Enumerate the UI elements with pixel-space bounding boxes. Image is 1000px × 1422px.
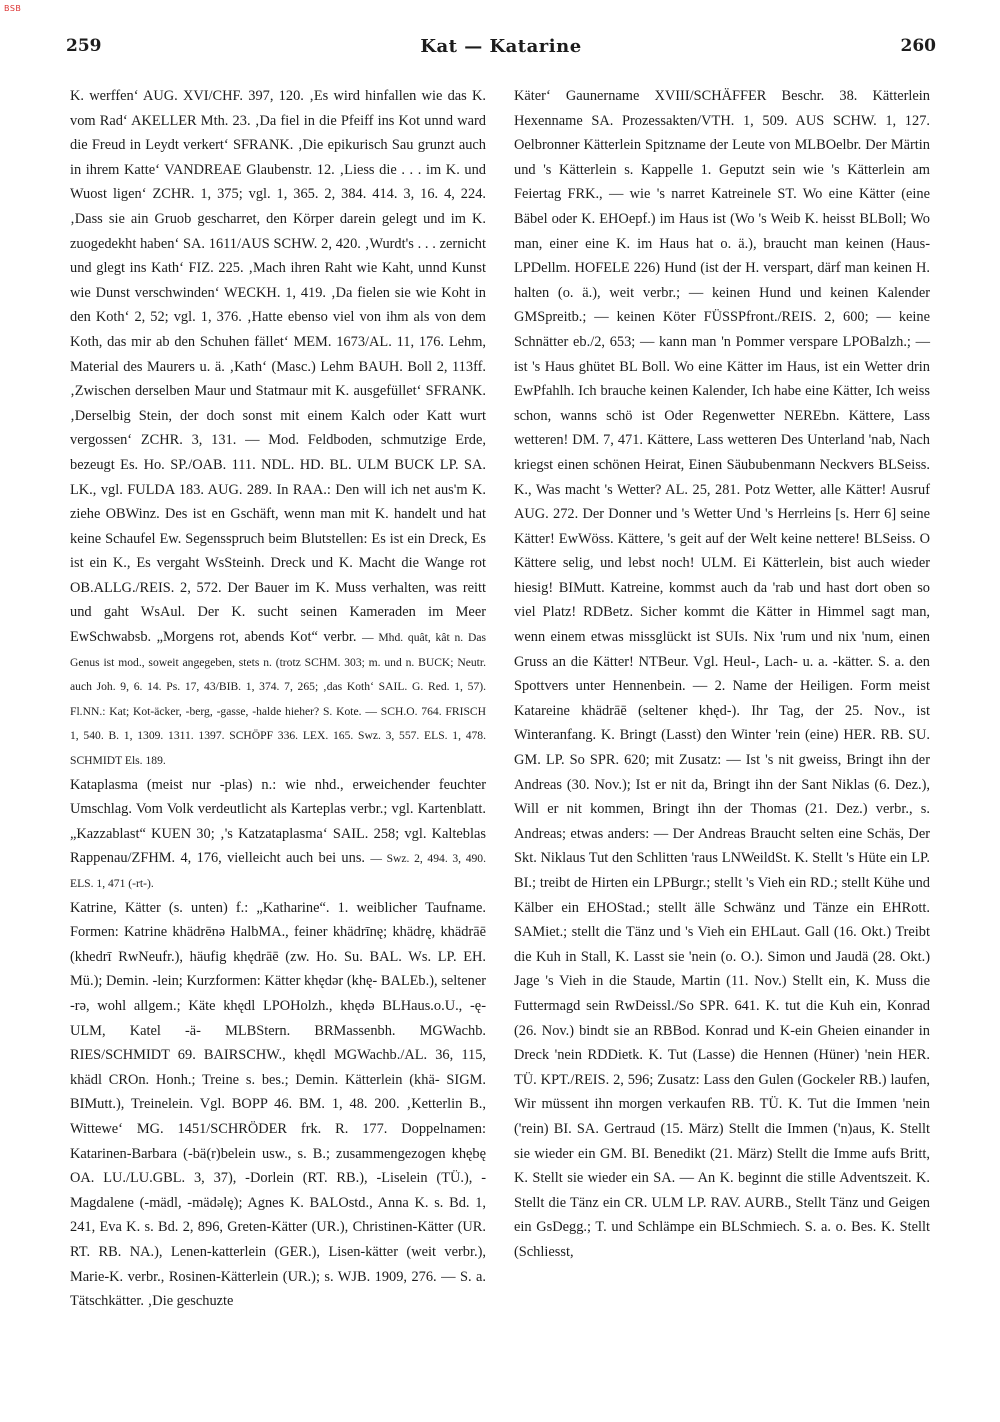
page-number-left: 259 <box>66 36 102 56</box>
left-column <box>70 84 486 1314</box>
page-number-right: 260 <box>900 36 936 56</box>
scan-stamp: BSB <box>4 4 22 13</box>
entry-katrine-continuation: Käter‘ Gaunername XVIII/SCHÄFFER Beschr. 38. Kätterlein Hexenname SA. Prozessakten/VTH. 1, 509. AUS SCHW. 1, 127. Oelbronner Kätterlein Spitzname der Leute von MLBOelbr. Der Märtin und 's Kätterlein s. Kappelle 1. Geputzt sein wie 's Kätterlein am Feiertag FRK., — wie 's narret Katreinele ST. Wo eine Kätter (eine Bäbel oder K. EHOepf.) im Haus ist (Wo 's Weib K. heisst BLBoll; Wo man, einer eine K. im Haus hat o. ä.), braucht man keinen (Haus- LPDellm. HOFELE 226) Hund (ist der H. verspart, därf man keinen H. halten (o. ä.), weit verbr.; — keinen Hund und keinen Kalender GMSpreitb.; — keinen Köter FÜSSPfront./REIS. 2, 600; — keine Schnätter eb./2, 653; — kann man 'n Pommer verspare LPOBalzh.; — ist 's Haus ghütet BL Boll. Wo eine Kätter im Haus, ist ein Wetter drin EwPfahlh. Ich brauche keinen Kalender, Ich habe eine Kätter, Ich weiss schon, wanns schö ist Oder Regenwetter NEREbn. Kättere, Lass wetteren! DM. 7, 471. Kättere, Lass wetteren Des Unterland 'nab, Nach kriegst einen schönen Heirat, Einen Säububenmann Neckvers BLSeiss. K., Was macht 's Wetter? AL. 25, 281. Potz Wetter, alle Kätter! Ausruf AUG. 272. Der Donner und 's Wetter Und 's Herrleins [s. Herr 6] seine Kätter! EwWöss. Kättere, 's geit auf der Welt keine nettere! BLSeiss. O Kättere selig, und lebst noch! ULM. Ei Kätterlein, bist auch wieder hiesig! BIMutt. Katreine, kommst auch da 'rab und hast dort oben so viel Platz! RDBetz. Sicher kommt die Kätter in Himmel sagt man, wenn einem etwas missglückt ist SUIs. Nix 'rum und nix 'num, einen Gruss an die Kätter! NTBeur. Vgl. Heul-, Lach- u. a. -kätter. S. a. den Spottvers unter Hennenbein. — 2. Name der Heiligen. Form meist Katareine khädrāē (seltener khęd-). Ihr Tag, der 25. Nov., ist Winteranfang. K. Bringt (Lasst) den Winter 'rein (eine) HER. RB. SU. GM. LP. So SPR. 620; mit Zusatz: — Ist 's nit gweiss, Bringt ihn der Andreas (30. Nov.); Ist er nit da, Bringt ihn der Sant Niklas (6. Dez.), Will er nit kommen, Bringt ihn der Thomas (21. Dez.) verbr., s. Andreas; etwas anders: — Der Andreas Braucht selten eine Schäs, Der Skt. Niklaus Tut den Schlitten 'raus LNWeildSt. K. Stellt 's Hüte ein LP. BI.; treibt de Hirten ein LPBurgr.; stellt 's Vieh ein RD.; stellt Kühe und Kälber ein EHOStad.; stellt älle Schwänz und Tänze ein EHRott. SAMiet.; stellt die Tänz und 's Vieh ein EHLaut. Gall (16. Okt.) Treibt die Kuh in Stall, K. Lasst sie 'nein (o. O.). Simon und Jaudä (28. Okt.) Jage 's Vieh in die Staude, Martin (11. Nov.) Stellt ein, K. Muss die Futtermagd sein RwDeissl./So SPR. 641. K. tut die Kuh ein, Konrad (26. Nov.) bindt sie an RBBod. Konrad und K-ein Gheien einander in Dreck 'nein RDDietk. K. Tut (Lasse) die Hennen (Hüner) 'nein HER. TÜ. KPT./REIS. 2, 596; Zusatz: Lass den Gulen (Gockeler RB.) laufen, Wir müssent ihn morgen verkaufen RB. TÜ. K. Tut die Immen 'nein ('rein) BI. SA. Gertraud (15. März) Stellt die Immen ('n)aus, K. Stellt sie wieder ein GM. BI. Benedikt (21. März) Stellt die Imme aufs Britt, K. Stellt sie wieder ein SA. — An K. beginnt die stille Adventszeit. K. Stellt die Tänz ein CR. ULM LP. RAV. AURB., Stellt Tänz und Geigen ein GsDegg.; T. und Schlämpe ein BLSchmiech. S. a. o. Bes. K. Stellt (Schliesst, <box>514 88 930 1260</box>
page-header <box>66 36 936 62</box>
entry-katrine: Katrine, Kätter (s. unten) f.: „Katharine“. 1. weiblicher Taufname. Formen: Katrine khädrēnə HalbMA., feiner khädrīnę; khädrę, khädrāē (khedrī RwNeufr.), häufig khędrāē (zw. Ho. Su. BAL. Ws. LP. EH. Mü.); Demin. -lein; Kurzformen: Kätter khędər (khę- BALEb.), seltener -rə, wohl allgem.; Käte khędl LPOHolzh., khędə BLHaus.o.U., -ę- ULM, Katel -ä- MLBStern. BRMassenbh. MGWachb. RIES/SCHMIDT 69. BAIRSCHW., khędl MGWachb./AL. 36, 115, khädl CROn. Honh.; Treine s. bes.; Demin. Kätterlein (khä- SIGM. BIMutt.), Treinelein. Vgl. BOPP 46. BM. 1, 48. 200. ‚Ketterlin B., Wittewe‘ MG. 1451/SCHRÖDER frk. R. 177. Doppelnamen: Katarinen-Barbara (-bä(r)belein usw., s. B.; zusammengezogen khębę OA. LU./LU.GBL. 3, 37), -Dorlein (RT. RB.), -Liselein (TÜ.), -Magdalene (-mädl, -mädəlę); Agnes K. BALOstd., Anna K. s. Bd. 1, 241, Eva K. s. Bd. 2, 896, Greten-Kätter (UR.), Christinen-Kätter (UR. RT. RB. NA.), Lenen-katterlein (GER.), Lisen-kätter (weit verbr.), Marie-K. verbr., Rosinen-Kätterlein (UR.); s. WJB. 1909, 276. — S. a. Tätschkätter. ‚Die geschuzte <box>70 899 486 1310</box>
entry-kat-continuation: K. werffen‘ AUG. XVI/CHF. 397, 120. ‚Es wird hinfallen wie das K. vom Rad‘ AKELLER Mth. 23. ‚Da fiel in die Pfeiff ins Kot unnd ward die Freud in Leydt verkert‘ SFRANK. ‚Die epikurisch Sau grunzt auch in ihrem Katte‘ VANDREAE Glaubenstr. 12. ‚Liess die . . . im K. und Wuost ligen‘ ZCHR. 1, 375; vgl. 1, 365. 2, 384. 414. 3, 16. 4, 224. ‚Dass sie ain Gruob gescharret, den Körper darein gelegt und im K. zuogedekht haben‘ SA. 1611/AUS SCHW. 2, 420. ‚Wurdt's . . . zernicht und glegt ins Kath‘ FIZ. 225. ‚Mach ihren Raht wie Kaht, unnd Kunst wie Dunst verschwinden‘ WECKH. 1, 419. ‚Da fielen sie wie Koht in den Koth‘ 2, 52; vgl. 1, 376. ‚Hatte ebenso viel von ihm als von dem Koth, das mir ab den Schuhen fället‘ MEM. 1673/AL. 11, 176. Lehm, Material des Maurers u. ä. ‚Kath‘ (Masc.) Lehm BAUH. Boll 2, 113ff. ‚Zwischen derselben Maur und Statmaur mit K. ausgefüllet‘ SFRANK. ‚Derselbig Stein, der doch sonst mit einem Kalch oder Katt wurt vergossen‘ ZCHR. 3, 131. — Mod. Feldboden, schmutzige Erde, bezeugt Es. Ho. SP./OAB. 111. NDL. HD. BL. ULM BUCK LP. SA. LK., vgl. FULDA 183. AUG. 289. In RAA.: Den will ich net aus'm K. ziehe OBWinz. Des ist en Gschäft, wenn man mit K. handelt und hat keine Schaufel Ew. Segensspruch beim Blutstellen: Es ist ein Dreck, Es ist ein K., Es vergaht WsSteinh. Dreck und K. Macht die Wange rot OB.ALLG./REIS. 2, 572. Der Bauer im K. Muss verhalten, was reitt und gaht WsAul. Der K. sucht seinen Kameraden im Meer EwSchwabsb. „Morgens rot, abends Kot“ verbr. <box>70 88 486 646</box>
right-column <box>514 84 930 1265</box>
entry-kataplasma-refs: — Swz. 2, 494. 3, 490. ELS. 1, 471 (-rt-). <box>70 852 486 890</box>
entry-kataplasma: Kataplasma (meist nur -plas) n.: wie nhd., erweichender feuchter Umschlag. Vom Volk verdeutlicht als Karteplas verbr.; vgl. Kartenblatt. „Kazzablast“ KUEN 30; ‚'s Katzataplasma‘ SAIL. 258; vgl. Kalteblas Rappenau/ZFHM. 4, 176, vielleicht auch bei uns. <box>70 776 486 867</box>
running-title: Kat — Katarine <box>420 36 582 57</box>
entry-kat-etymology: — Mhd. quât, kât n. Das Genus ist mod., soweit angegeben, stets n. (trotz SCHM. 303; m. und n. BUCK; Neutr. auch Joh. 9, 6. 14. Ps. 17, 43/BIB. 1, 374. 7, 265; ‚das Koth‘ SAIL. G. Red. 1, 57). Fl.NN.: Kat; Kot-äcker, -berg, -gasse, -halde hieher? S. Kote. — SCH.O. 764. FRISCH 1, 540. B. 1, 1309. 1311. 1397. SCHÖPF 336. LEX. 165. Swz. 3, 557. ELS. 1, 478. SCHMIDT Els. 189. <box>70 631 486 768</box>
